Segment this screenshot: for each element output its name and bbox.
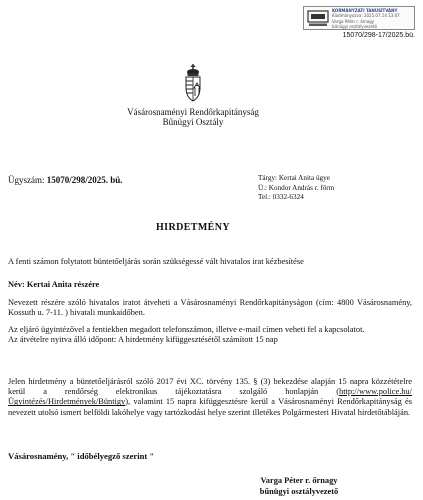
paragraph-intro: A fenti számon folytatott büntetőeljárás során szükségessé vált hivatalos irat kézbesítése (8, 257, 304, 266)
agency-department: Bűnügyi Osztály (162, 117, 224, 127)
signer-name: Varga Péter r. őrnagy (260, 476, 338, 485)
case-number: Ügyszám: 15070/298/2025. bü. (8, 175, 123, 185)
signature-logo-icon (307, 10, 329, 27)
reference-block (258, 174, 334, 203)
admin-line: Ü.: Kondor András r. főrm (258, 183, 335, 192)
digital-signature-stamp (303, 6, 415, 30)
document-id: 15070/298-17/2025.bü. (342, 32, 415, 39)
paragraph-legal: Jelen hirdetmény a büntetőeljárásról szóló 2017 évi XC. törvény 135. § (3) bekezdése alapján 15 napra közzétételre kerül a rendőrség elektronikus tájékoztatásra szolgáló honlapján (http://www.police.hu/Ügyintézés/Hirdetmények/Büntigy), valamint 15 napra kifüggesztésre kerül a Vásárosnaményi Rendőrkapitányság és nevezett utolsó ismert belföldi lakóhelye vagy tartózkodási helye szerint illetékes Polgármesteri Hivatal hirdetőtábláján. (8, 377, 412, 417)
recipient-name: Név: Kertai Anita részére (8, 280, 100, 289)
signer-title: bűnügyi osztályvezető (259, 487, 339, 496)
subject-line: Tárgy: Kertai Anita ügye (258, 174, 330, 182)
paragraph-pickup: Nevezett részére szóló hivatalos iratot átveheti a Vásárosnaményi Rendőrkapitányságon (cím: 4800 Vásárosnamény, Kossuth u. 7-11. ) hivatali munkaidőben. (8, 298, 412, 318)
place-and-date: Vásárosnamény, " időbélyegző szerint " (8, 451, 155, 461)
hungarian-coat-of-arms-icon (184, 64, 202, 102)
paragraph-contact: Az eljáró ügyintézővel a fentiekben megadott telefonszámon, illetve e-mail címen veheti fel a kapcsolatot. Az átvételre nyitva álló időpont: A hirdetmény kifüggesztésétől számított 15 nap (8, 325, 365, 345)
signature-block (234, 475, 364, 497)
document-title: HIRDETMÉNY (155, 222, 230, 233)
agency-header (0, 107, 386, 127)
stamp-text: KORMÁNYZATI TANÚSÍTVÁNY Kiadmányozva: 2025.07.14 13:07 Varga Péter r. őrnagy bűnügyi osztályvezető (332, 8, 400, 30)
agency-name: Vásárosnaményi Rendőrkapitányság (127, 107, 259, 117)
police-website-link[interactable]: http://www.police.hu/Ügyintézés/Hirdetmények/Büntigy (8, 387, 412, 407)
phone-line: Tel.: 0332-6324 (258, 193, 304, 202)
